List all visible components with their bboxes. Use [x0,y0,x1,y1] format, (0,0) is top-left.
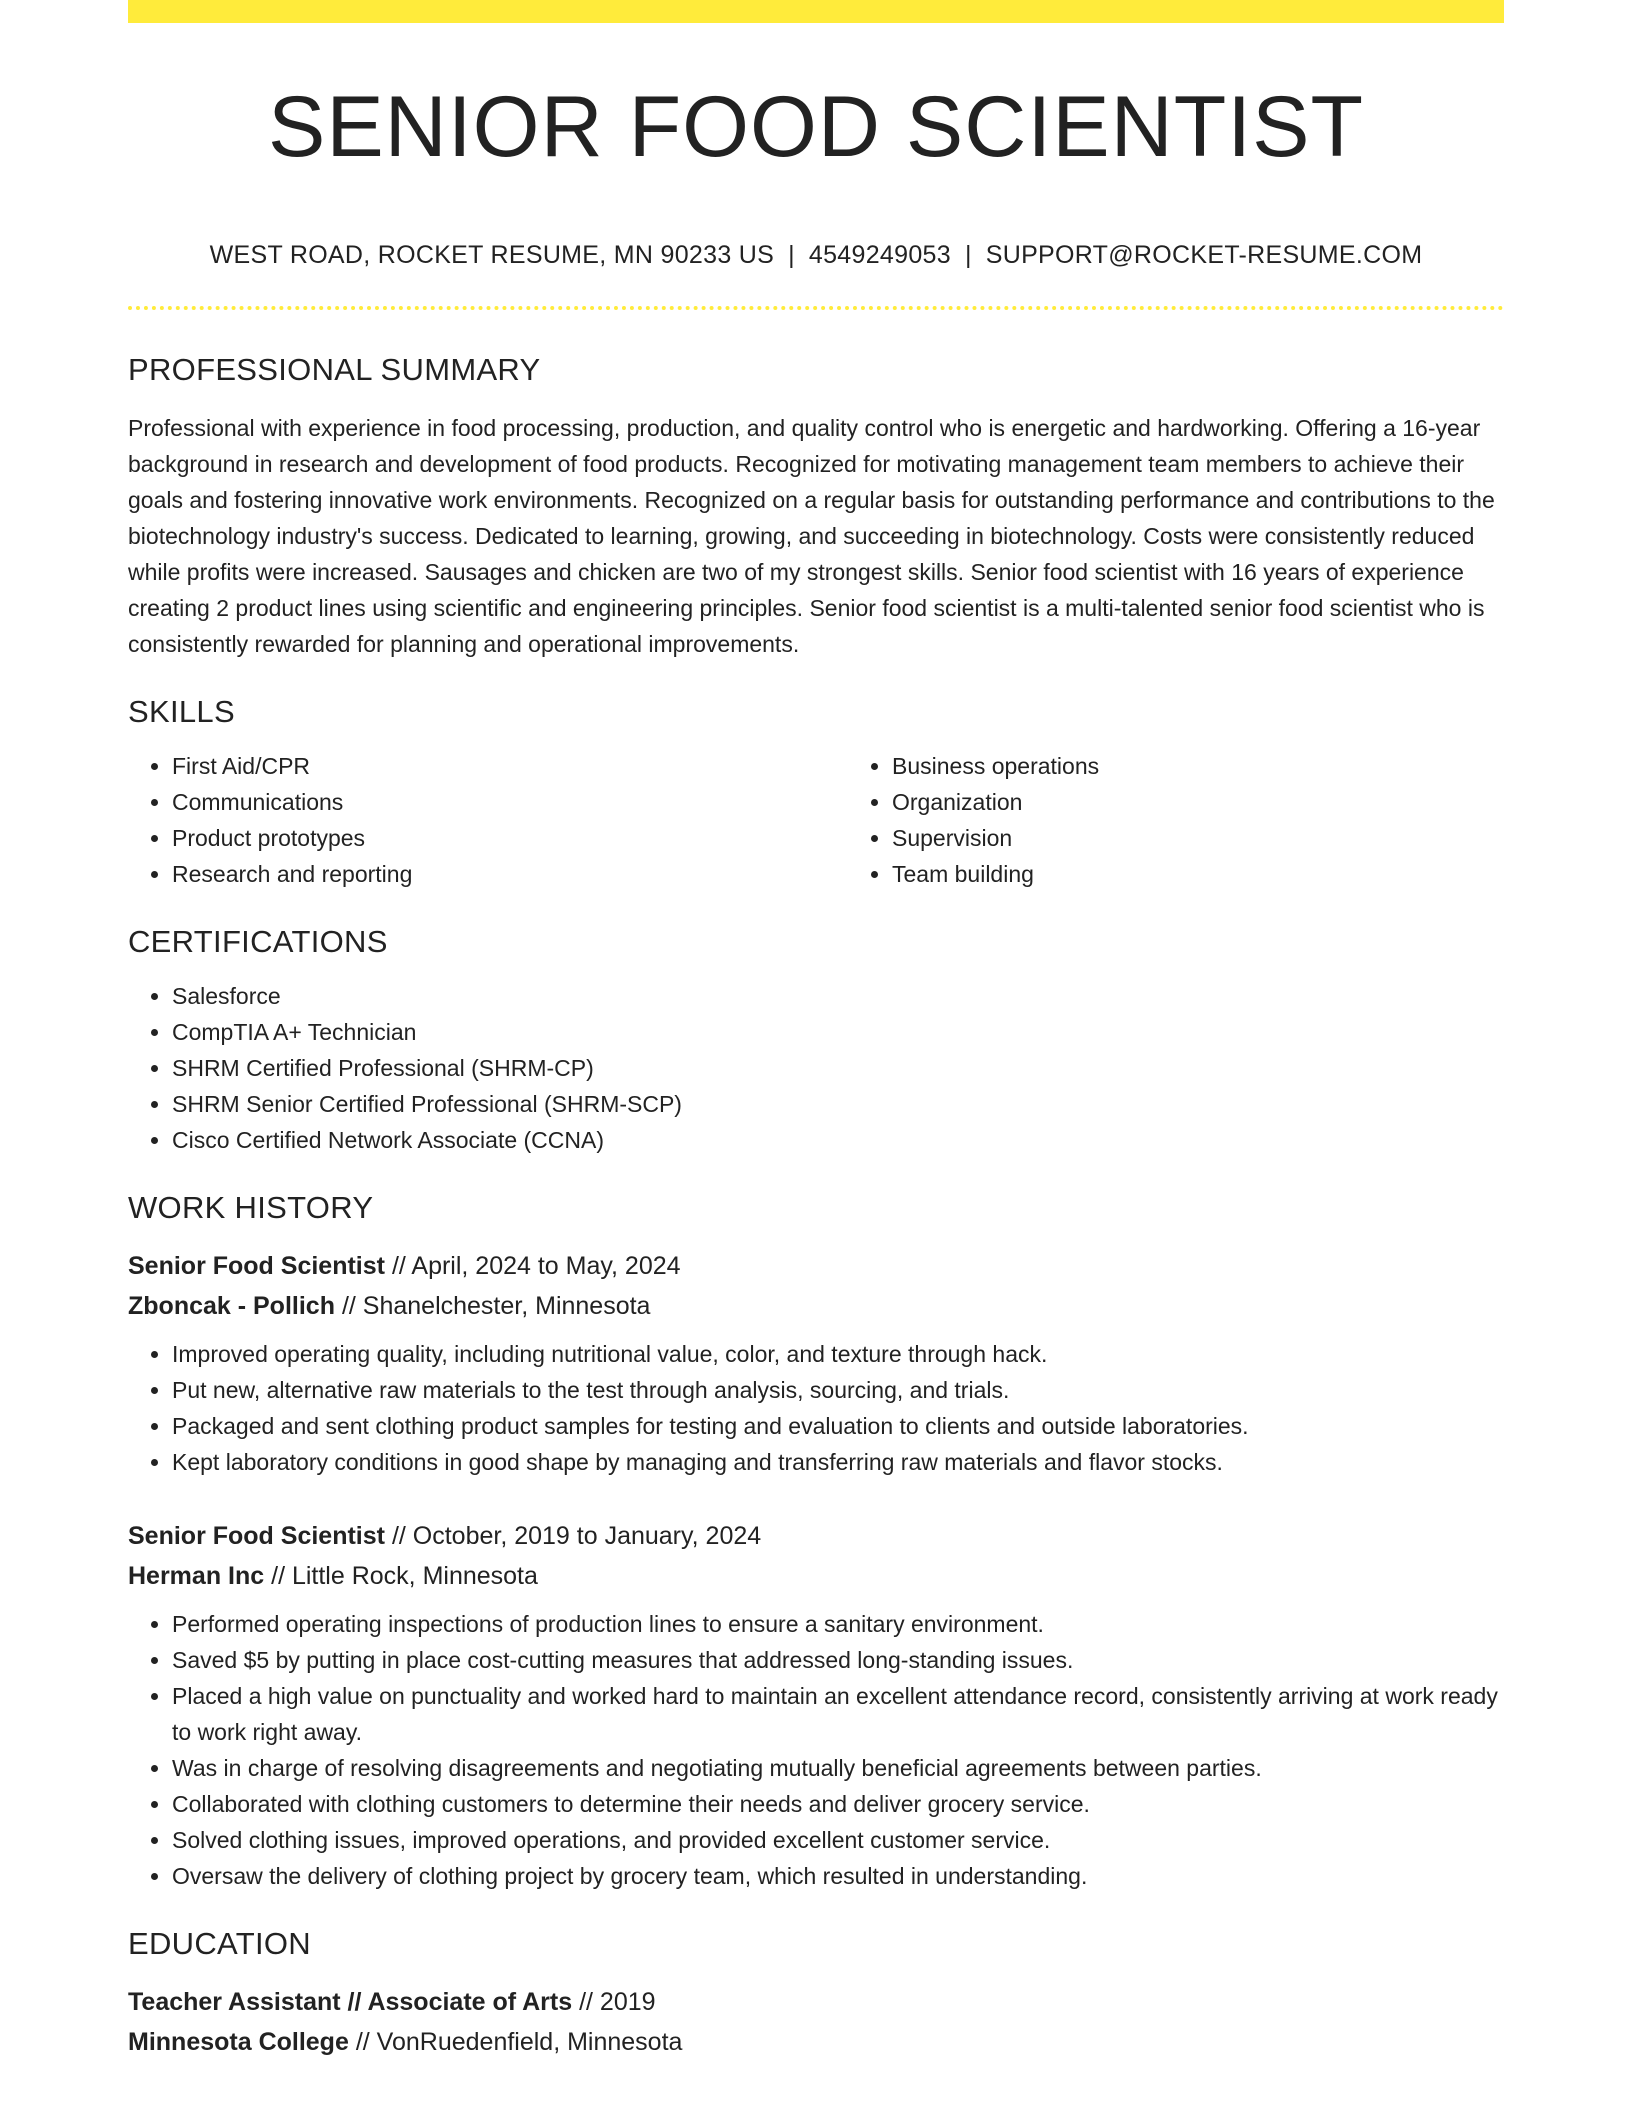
contact-address: WEST ROAD, ROCKET RESUME, MN 90233 US [209,241,775,269]
skills-list-left [128,748,848,892]
certification-item: • SHRM Certified Professional (SHRM-CP) [172,1050,1504,1086]
skill-item: • Business operations [892,748,1568,784]
contact-separator: | [964,241,972,269]
skills-columns [128,732,1504,892]
skill-item: • Supervision [892,820,1568,856]
job-bullet: • Improved operating quality, including nutritional value, color, and texture through hack. [172,1336,1504,1372]
education-year: // 2019 [579,1988,656,2016]
job-company-line [128,1286,1504,1326]
job-bullet: • Was in charge of resolving disagreements and negotiating mutually beneficial agreements between parties. [172,1750,1504,1786]
job-bullet: • Packaged and sent clothing product samples for testing and evaluation to clients and outside laboratories. [172,1408,1504,1444]
certifications-section [128,922,1504,1158]
job-company-line [128,1556,1504,1596]
job-company: Zboncak - Pollich [128,1292,335,1320]
skill-item: • Team building [892,856,1568,892]
job-title-line [128,1516,1504,1556]
education-entry [128,1982,1504,2062]
job-dates: // April, 2024 to May, 2024 [391,1252,681,1280]
job-bullet: • Solved clothing issues, improved operations, and provided excellent customer service. [172,1822,1504,1858]
contact-line [128,238,1504,272]
education-section [128,1924,1504,2062]
job-company: Herman Inc [128,1562,265,1590]
education-school-line [128,2022,1504,2062]
skills-heading: SKILLS [128,694,235,729]
summary-section [128,350,1504,662]
resume-title: SENIOR FOOD SCIENTIST [267,79,1365,175]
work-history-section [128,1188,1504,1894]
job-bullet: • Collaborated with clothing customers to determine their needs and deliver grocery service. [172,1786,1504,1822]
job-bullet: • Put new, alternative raw materials to the test through analysis, sourcing, and trials. [172,1372,1504,1408]
certifications-heading: CERTIFICATIONS [128,924,388,959]
education-degree: Teacher Assistant // Associate of Arts [128,1988,573,2016]
job-bullets [128,1336,1504,1480]
education-location: // VonRuedenfield, Minnesota [355,2028,683,2056]
contact-phone: 4549249053 [808,241,951,269]
certification-item: • Cisco Certified Network Associate (CCNA) [172,1122,1504,1158]
summary-heading: PROFESSIONAL SUMMARY [128,352,541,387]
job-title: Senior Food Scientist [128,1522,385,1550]
skill-item: • Organization [892,784,1568,820]
education-heading: EDUCATION [128,1926,311,1961]
certification-item: • CompTIA A+ Technician [172,1014,1504,1050]
skills-section [128,692,1504,892]
education-degree-line [128,1982,1504,2022]
job-bullet: • Kept laboratory conditions in good shape by managing and transferring raw materials and flavor stocks. [172,1444,1504,1480]
job-bullet: • Oversaw the delivery of clothing project by grocery team, which resulted in understanding. [172,1858,1504,1894]
skill-item: • Research and reporting [172,856,848,892]
job-entry [128,1516,1504,1894]
job-location: // Shanelchester, Minnesota [341,1292,651,1320]
certifications-list [128,978,1504,1158]
contact-email: SUPPORT@ROCKET-RESUME.COM [985,241,1423,269]
dotted-divider [128,306,1504,310]
resume-content [128,350,1504,2062]
certification-item: • Salesforce [172,978,1504,1014]
job-bullets [128,1606,1504,1894]
skill-item: • First Aid/CPR [172,748,848,784]
job-location: // Little Rock, Minnesota [271,1562,538,1590]
job-entry [128,1246,1504,1480]
skill-item: • Product prototypes [172,820,848,856]
accent-top-bar [128,0,1504,23]
work-history-heading: WORK HISTORY [128,1190,374,1225]
job-title: Senior Food Scientist [128,1252,385,1280]
summary-text: Professional with experience in food processing, production, and quality control who is energetic and hardworking. Offering a 16-year background in research and development of food products. Recognized for motivating management team members to achieve their goals and fostering innovative work environments. Recognized on a regular basis for outstanding performance and contributions to the biotechnology industry's success. Dedicated to learning, growing, and succeeding in biotechnology. Costs were consistently reduced while profits were increased. Sausages and chicken are two of my strongest skills. Senior food scientist with 16 years of experience creating 2 product lines using scientific and engineering principles. Senior food scientist is a multi-talented senior food scientist who is consistently rewarded for planning and operational improvements. [128,415,1495,657]
job-bullet: • Saved $5 by putting in place cost-cutting measures that addressed long-standing issues. [172,1642,1504,1678]
skills-list-right [848,748,1568,892]
job-bullet: • Performed operating inspections of production lines to ensure a sanitary environment. [172,1606,1504,1642]
certification-item: • SHRM Senior Certified Professional (SHRM-SCP) [172,1086,1504,1122]
contact-separator: | [788,241,795,269]
job-bullet: • Placed a high value on punctuality and worked hard to maintain an excellent attendance record, consistently arriving at work ready to work right away. [172,1678,1504,1750]
skill-item: • Communications [172,784,848,820]
job-dates: // October, 2019 to January, 2024 [391,1522,762,1550]
job-title-line [128,1246,1504,1286]
education-school: Minnesota College [128,2028,349,2056]
